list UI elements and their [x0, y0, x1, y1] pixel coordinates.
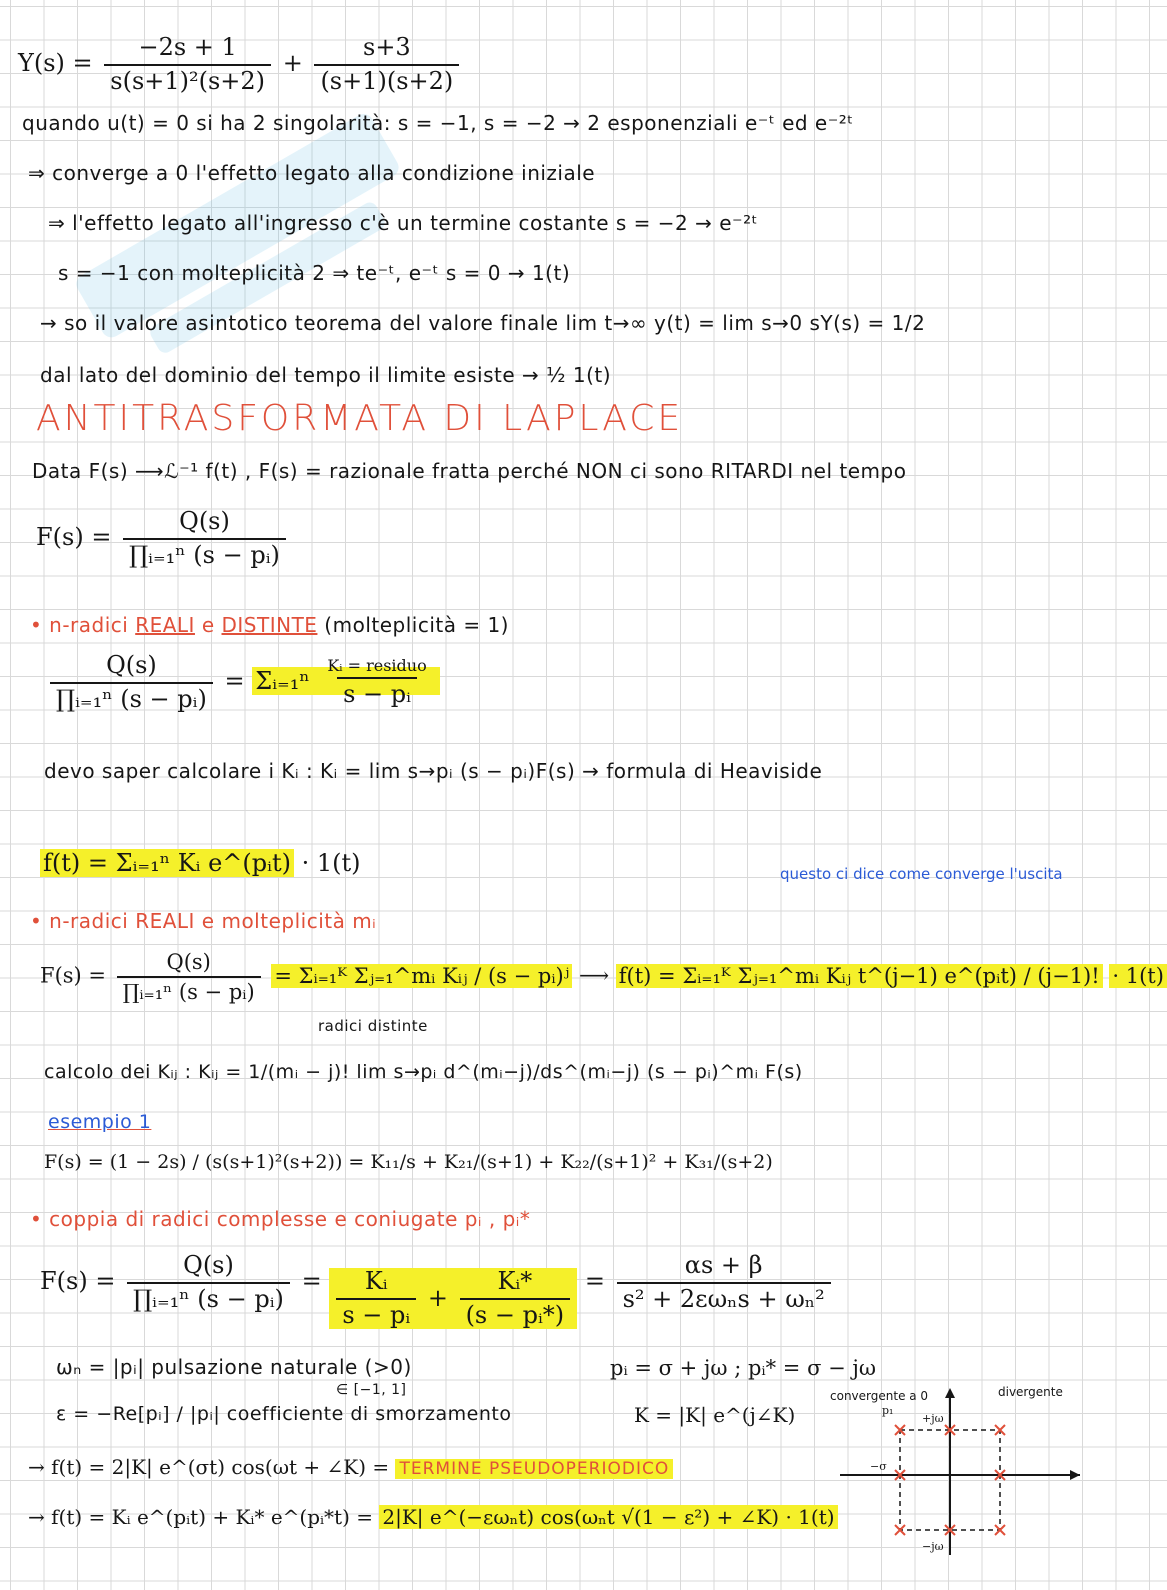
- formula-multiple-roots: F(s) = $\frac{Q(s)}{\text{∏ᵢ₌₁ⁿ (s − pᵢ)}}$ = Σᵢ₌₁ᴷ Σⱼ₌₁^mᵢ Kᵢⱼ / (s − pᵢ)ʲ ⟶ f(t) = Σᵢ₌₁ᴷ Σⱼ₌₁^mᵢ Kᵢⱼ t^(j−1) e^(pᵢt) / (j−1)! · 1(t): [40, 950, 1167, 1004]
- text-natural-frequency: ωₙ = |pᵢ| pulsazione naturale (>0): [56, 1355, 412, 1379]
- label-sigma: −σ: [870, 1460, 887, 1473]
- text-final-value-theorem: → so il valore asintotico teorema del valore finale lim t→∞ y(t) = lim s→0 sY(s) = 1/2: [40, 311, 926, 335]
- label-plus-jw: +jω: [922, 1412, 944, 1425]
- damping-range: ∈ [−1, 1]: [336, 1382, 407, 1398]
- text-damping-coefficient: ε = −Re[pᵢ] / |pᵢ| coefficiente di smorzamento: [56, 1403, 512, 1425]
- label-p1: p₁: [882, 1404, 894, 1417]
- text-converge: ⇒ converge a 0 l'effetto legato alla condizione iniziale: [28, 161, 596, 185]
- formula-pole-definition: pᵢ = σ + jω ; pᵢ* = σ − jω: [610, 1356, 876, 1380]
- example-label: esempio 1: [48, 1111, 152, 1133]
- note-distinct-roots: radici distinte: [318, 1017, 428, 1035]
- text-time-domain: dal lato del dominio del tempo il limite esiste → ½ 1(t): [40, 363, 612, 387]
- formula-complex: F(s) = $\frac{Q(s)}{\text{∏ᵢ₌₁ⁿ (s − pᵢ)}}$ = $\frac{\text{Kᵢ}}{\text{s − pᵢ}}$ + $\frac{\text{Kᵢ*}}{\text{(s − pᵢ*)}}$ = $\frac{\alpha s + \beta}{\text{s² + 2εωₙs + ωₙ²}}$: [40, 1252, 835, 1329]
- bullet-real-distinct: • n-radici REALI e DISTINTE (molteplicità = 1): [30, 613, 509, 637]
- section-heading: ANTITRASFORMATA DI LAPLACE: [36, 398, 684, 439]
- text-input-effect: ⇒ l'effetto legato all'ingresso c'è un termine costante s = −2 → e⁻²ᵗ: [48, 211, 759, 235]
- pole-plane-diagram: [830, 1380, 1090, 1560]
- text-kij-formula: calcolo dei Kᵢⱼ : Kᵢⱼ = 1/(mᵢ − j)! lim s→pᵢ d^(mᵢ−j)/ds^(mᵢ−j) (s − pᵢ)^mᵢ F(s): [44, 1061, 803, 1083]
- formula-complex-time: → f(t) = Kᵢ e^(pᵢt) + Kᵢ* e^(pᵢ*t) = 2|K| e^(−εωₙt) cos(ωₙt √(1 − ε²) + ∠K) · 1(t): [28, 1506, 838, 1529]
- text-heaviside: devo saper calcolare i Kᵢ : Kᵢ = lim s→pᵢ (s − pᵢ)F(s) → formula di Heaviside: [44, 759, 823, 783]
- formula-pseudoperiodic: → f(t) = 2|K| e^(σt) cos(ωt + ∠K) = TERMINE PSEUDOPERIODICO: [28, 1456, 673, 1480]
- note-convergence: questo ci dice come converge l'uscita: [780, 865, 1063, 883]
- formula-k-polar: K = |K| e^(j∠K): [634, 1403, 796, 1427]
- formula-f-of-s: F(s) = $\frac{Q(s)}{\text{∏ᵢ₌₁ⁿ (s − pᵢ)}}$: [36, 508, 290, 569]
- formula-y-of-s: Y(s) = $\frac{-2s + 1}{\text{s(s+1)²(s+2)}}$ + $\frac{s+3}{(s+1)(s+2)}$: [18, 34, 463, 95]
- formula-partial-fractions: $\frac{Q(s)}{\text{∏ᵢ₌₁ⁿ (s − pᵢ)}}$ = Σᵢ₌₁ⁿ $\frac{\text{Kᵢ = residuo}}{\text{s − pᵢ}}$: [46, 652, 440, 713]
- label-minus-jw: −jω: [922, 1540, 944, 1553]
- bullet-real-multiple: • n-radici REALI e molteplicità mᵢ: [30, 909, 377, 933]
- text-rational-function: Data F(s) ⟶ℒ⁻¹ f(t) , F(s) = razionale fratta perché NON ci sono RITARDI nel tempo: [32, 459, 907, 483]
- formula-example: F(s) = (1 − 2s) / (s(s+1)²(s+2)) = K₁₁/s + K₂₁/(s+1) + K₂₂/(s+1)² + K₃₁/(s+2): [44, 1151, 773, 1173]
- label-divergent: divergente: [998, 1385, 1063, 1399]
- text-multiplicity: s = −1 con molteplicità 2 ⇒ te⁻ᵗ, e⁻ᵗ s = 0 → 1(t): [58, 261, 571, 285]
- bullet-complex-conjugate: • coppia di radici complesse e coniugate pᵢ , pᵢ*: [30, 1207, 531, 1231]
- formula-f-of-t-distinct: f(t) = Σᵢ₌₁ⁿ Kᵢ e^(pᵢt) · 1(t): [40, 850, 361, 878]
- text-singularities: quando u(t) = 0 si ha 2 singolarità: s = −1, s = −2 → 2 esponenziali e⁻ᵗ ed e⁻²ᵗ: [22, 111, 854, 135]
- label-convergent: convergente a 0: [830, 1389, 929, 1403]
